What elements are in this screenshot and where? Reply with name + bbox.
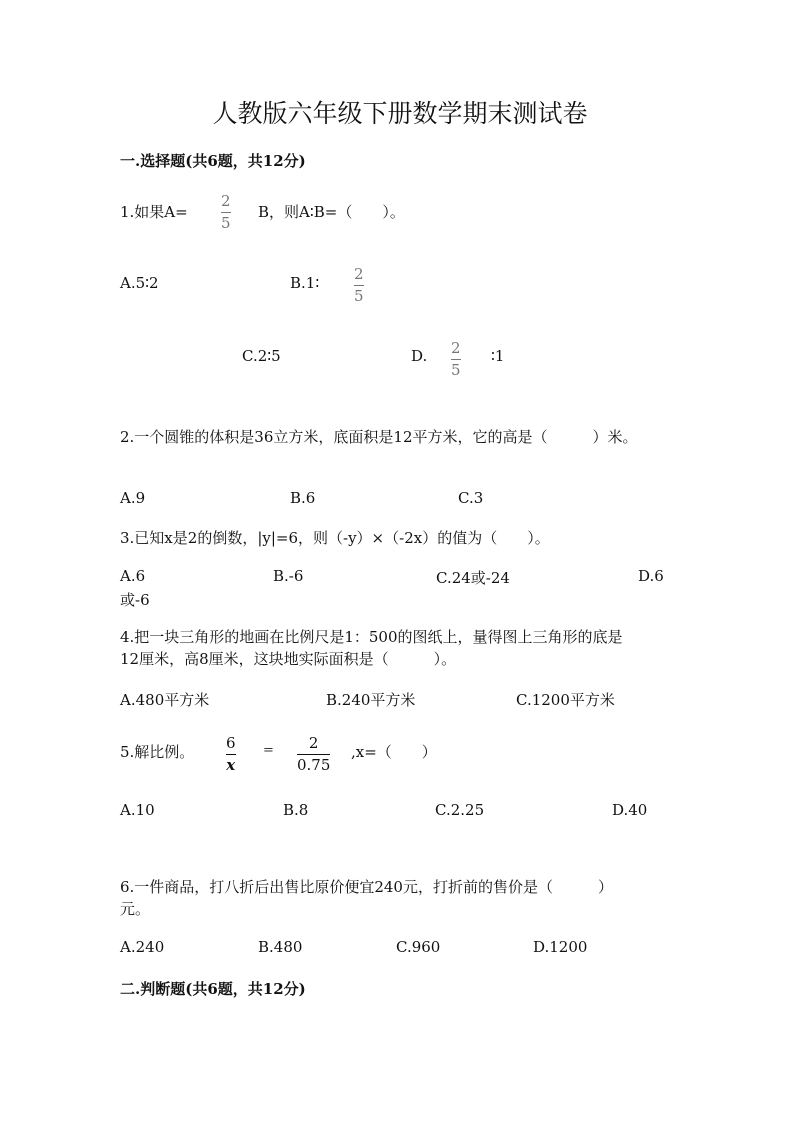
question-3-option-c[interactable]: C.24或-24 [436, 569, 510, 587]
question-4-option-a[interactable]: A.480平方米 [120, 691, 210, 709]
question-1-option-a[interactable]: A.5∶2 [120, 274, 159, 292]
question-2-option-b[interactable]: B.6 [290, 489, 316, 507]
question-2-option-c[interactable]: C.3 [458, 489, 484, 507]
question-6-line-2: 元。 [120, 900, 151, 918]
section-1-heading: 一.选择题(共6题，共12分) [120, 152, 306, 170]
fraction-bar [221, 212, 231, 213]
question-4-line-1: 4.把一块三角形的地画在比例尺是1：500的图纸上，量得图上三角形的底是 [120, 628, 623, 646]
question-4-option-b[interactable]: B.240平方米 [326, 691, 416, 709]
question-5-option-c[interactable]: C.2.25 [435, 801, 485, 819]
question-1-option-d-fraction [451, 340, 461, 379]
fraction-numerator: 2 [451, 339, 461, 357]
question-6-option-b[interactable]: B.480 [258, 938, 303, 956]
question-3-option-b[interactable]: B.-6 [273, 567, 304, 585]
fraction-bar [451, 359, 461, 360]
question-3-text: 3.已知x是2的倒数，|y|=6，则（-y）×（-2x）的值为（ ）。 [120, 529, 550, 547]
fraction-bar [297, 754, 330, 755]
question-1-option-b[interactable]: B.1∶ [290, 274, 320, 292]
question-1-option-c[interactable]: C.2∶5 [242, 347, 281, 365]
question-5-equals: = [263, 743, 274, 758]
question-5-option-a[interactable]: A.10 [120, 801, 155, 819]
fraction-numerator: 6 [226, 734, 236, 752]
question-2-text: 2.一个圆锥的体积是36立方米，底面积是12平方米，它的高是（ ）米。 [120, 428, 638, 446]
question-6-option-c[interactable]: C.960 [396, 938, 441, 956]
question-5-suffix: ,x=（ ） [351, 743, 437, 761]
fraction-numerator: 2 [354, 265, 364, 283]
question-5-prefix: 5.解比例。 [120, 743, 195, 761]
question-3-option-d[interactable]: D.6 [638, 567, 664, 585]
question-2-option-a[interactable]: A.9 [120, 489, 146, 507]
question-1-fraction [221, 193, 231, 232]
question-1-option-d[interactable]: D. [411, 347, 428, 365]
question-3-option-a[interactable]: A.6 [120, 567, 146, 585]
question-5-option-d[interactable]: D.40 [612, 801, 648, 819]
question-1-fraction-numerator: 2 [221, 192, 231, 210]
page-title: 人教版六年级下册数学期末测试卷 [212, 99, 588, 128]
fraction-denominator: 5 [354, 287, 364, 305]
question-3-option-d-continued: 或-6 [120, 591, 150, 609]
question-5-right-fraction [297, 735, 330, 774]
fraction-denominator: 5 [451, 361, 461, 379]
fraction-bar [354, 285, 364, 286]
question-4-line-2: 12厘米，高8厘米，这块地实际面积是（ ）。 [120, 650, 457, 668]
question-1-fraction-denominator: 5 [221, 214, 231, 232]
section-2-heading: 二.判断题(共6题，共12分) [120, 980, 306, 998]
question-4-option-c[interactable]: C.1200平方米 [516, 691, 615, 709]
question-6-option-a[interactable]: A.240 [120, 938, 165, 956]
fraction-numerator: 2 [308, 734, 319, 752]
fraction-denominator: 0.75 [297, 756, 331, 774]
question-6-line-1: 6.一件商品，打八折后出售比原价便宜240元，打折前的售价是（ ） [120, 878, 613, 896]
question-6-option-d[interactable]: D.1200 [533, 938, 588, 956]
question-1-suffix: B，则A∶B=（ ）。 [258, 203, 405, 221]
question-5-left-fraction [226, 735, 236, 774]
fraction-bar [226, 754, 236, 755]
question-5-option-b[interactable]: B.8 [283, 801, 309, 819]
fraction-denominator: x [226, 756, 236, 774]
question-1-prefix: 1.如果A= [120, 203, 188, 221]
question-1-option-b-fraction [354, 266, 364, 305]
question-1-option-d-suffix: ∶1 [491, 347, 505, 365]
